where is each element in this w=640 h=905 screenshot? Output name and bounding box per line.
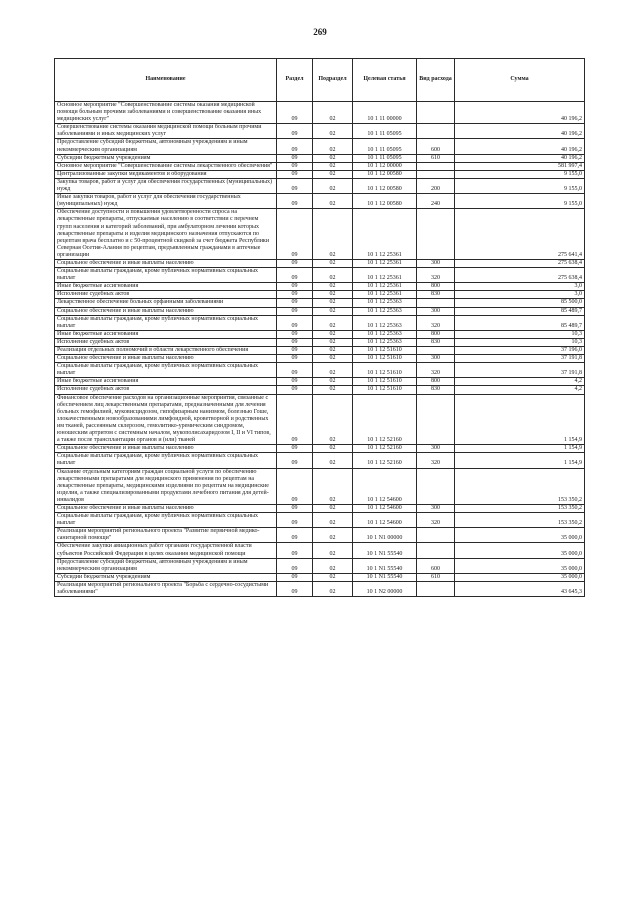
cell-type [417,170,455,178]
cell-type [417,581,455,596]
table-row [55,315,585,330]
cell-name: Закупка товаров, работ и услуг для обеспечения государственных (муниципальных) нужд [55,178,277,193]
cell-sum: 35 000,0 [455,558,585,573]
cell-section: 09 [277,386,313,394]
cell-section: 09 [277,543,313,558]
cell-sum: 4,2 [455,386,585,394]
table-row [55,363,585,378]
cell-sum: 9 155,0 [455,178,585,193]
cell-type: 300 [417,355,455,363]
cell-name: Социальное обеспечение и иные выплаты населению [55,355,277,363]
cell-target: 10 1 12 25363 [353,315,417,330]
cell-name: Обеспечение закупки авиационных работ органами государственной власти субъектов Российской Федерации в целях оказания медицинской помощи [55,543,277,558]
cell-type: 200 [417,178,455,193]
cell-sum: 9 155,0 [455,194,585,209]
table-row [55,347,585,355]
cell-name: Социальное обеспечение и иные выплаты населению [55,259,277,267]
cell-sum: 581 997,4 [455,162,585,170]
cell-subsection: 02 [313,307,353,315]
cell-sum: 3,0 [455,283,585,291]
cell-name: Основное мероприятие "Совершенствование системы оказания медицинской помощи больным прочими заболеваниями и совершенствование оказания иных медицинских услуг" [55,102,277,124]
table-row [55,378,585,386]
cell-section: 09 [277,355,313,363]
cell-name: Социальные выплаты гражданам, кроме публичных нормативных социальных выплат [55,315,277,330]
cell-section: 09 [277,102,313,124]
cell-target: 10 1 11 00000 [353,102,417,124]
table-row [55,504,585,512]
cell-target: 10 1 12 25363 [353,330,417,338]
cell-section: 09 [277,124,313,139]
cell-name: Реализация мероприятий регионального проекта "Борьба с сердечно-сосудистыми заболеваниями" [55,581,277,596]
cell-section: 09 [277,268,313,283]
table-row [55,291,585,299]
cell-type: 240 [417,194,455,209]
cell-subsection: 02 [313,558,353,573]
cell-type: 300 [417,307,455,315]
cell-type: 610 [417,573,455,581]
table-row [55,330,585,338]
cell-section: 09 [277,504,313,512]
cell-sum: 40 196,2 [455,154,585,162]
cell-type: 830 [417,338,455,346]
cell-sum: 9 155,0 [455,170,585,178]
cell-target: 10 1 12 25361 [353,283,417,291]
table-row [55,178,585,193]
header-name: Наименование [55,59,277,102]
cell-type [417,102,455,124]
cell-section: 09 [277,558,313,573]
cell-type [417,347,455,355]
cell-subsection: 02 [313,178,353,193]
cell-subsection: 02 [313,394,353,445]
cell-type: 800 [417,330,455,338]
cell-subsection: 02 [313,283,353,291]
cell-target: 10 1 12 52160 [353,394,417,445]
cell-subsection: 02 [313,170,353,178]
cell-type: 600 [417,558,455,573]
cell-target: 10 1 12 00000 [353,162,417,170]
cell-section: 09 [277,154,313,162]
cell-name: Предоставление субсидий бюджетным, автономным учреждениям и иным некоммерческим организациям [55,139,277,154]
cell-type: 600 [417,139,455,154]
cell-sum: 37 191,8 [455,363,585,378]
cell-type: 610 [417,154,455,162]
table-row [55,209,585,260]
table-row [55,102,585,124]
cell-name: Социальные выплаты гражданам, кроме публичных нормативных социальных выплат [55,453,277,468]
cell-name: Реализация отдельных полномочий в области лекарственного обеспечения [55,347,277,355]
cell-name: Иные бюджетные ассигнования [55,330,277,338]
cell-subsection: 02 [313,102,353,124]
cell-type: 800 [417,378,455,386]
cell-name: Социальные выплаты гражданам, кроме публичных нормативных социальных выплат [55,268,277,283]
cell-name: Иные бюджетные ассигнования [55,378,277,386]
cell-subsection: 02 [313,528,353,543]
table-row [55,453,585,468]
cell-name: Исполнение судебных актов [55,386,277,394]
cell-sum: 40 196,2 [455,139,585,154]
cell-sum: 40 196,2 [455,102,585,124]
cell-sum: 35 000,0 [455,543,585,558]
cell-target: 10 1 N2 00000 [353,581,417,596]
cell-section: 09 [277,573,313,581]
cell-sum: 275 638,4 [455,259,585,267]
cell-target: 10 1 12 51610 [353,386,417,394]
cell-sum: 1 154,9 [455,453,585,468]
cell-name: Социальные выплаты гражданам, кроме публичных нормативных социальных выплат [55,363,277,378]
table-row [55,386,585,394]
cell-target: 10 1 12 52160 [353,453,417,468]
cell-section: 09 [277,468,313,504]
cell-subsection: 02 [313,581,353,596]
cell-type: 300 [417,259,455,267]
cell-target: 10 1 N1 55540 [353,543,417,558]
table-header [55,59,585,102]
cell-sum: 10,3 [455,330,585,338]
cell-name: Субсидии бюджетным учреждениям [55,573,277,581]
cell-sum: 153 350,2 [455,513,585,528]
cell-name: Социальные выплаты гражданам, кроме публичных нормативных социальных выплат [55,513,277,528]
cell-section: 09 [277,139,313,154]
table-row [55,162,585,170]
cell-type [417,394,455,445]
cell-target: 10 1 12 25361 [353,209,417,260]
cell-subsection: 02 [313,543,353,558]
cell-target: 10 1 12 51610 [353,363,417,378]
cell-subsection: 02 [313,573,353,581]
table-row [55,194,585,209]
cell-sum: 3,0 [455,291,585,299]
cell-type: 320 [417,513,455,528]
cell-sum: 1 154,9 [455,445,585,453]
cell-sum: 1 154,9 [455,394,585,445]
cell-section: 09 [277,259,313,267]
cell-subsection: 02 [313,504,353,512]
table-row [55,154,585,162]
page-number: 269 [313,27,327,37]
cell-section: 09 [277,299,313,307]
cell-target: 10 1 12 52160 [353,445,417,453]
cell-section: 09 [277,338,313,346]
cell-type [417,528,455,543]
table-row [55,513,585,528]
cell-target: 10 1 12 51610 [353,378,417,386]
cell-name: Реализация мероприятий регионального проекта "Развитие первичной медико-санитарной помощи" [55,528,277,543]
cell-name: Социальное обеспечение и иные выплаты населению [55,307,277,315]
cell-type: 320 [417,363,455,378]
cell-name: Исполнение судебных актов [55,338,277,346]
table-row [55,528,585,543]
cell-name: Социальное обеспечение и иные выплаты населению [55,445,277,453]
cell-subsection: 02 [313,453,353,468]
cell-target: 10 1 11 05095 [353,139,417,154]
cell-subsection: 02 [313,338,353,346]
cell-name: Оказание отдельным категориям граждан социальной услуги по обеспечению лекарственными препаратами для медицинского применения по рецептам на лекарственные препараты, медицинскими изделиями по рецептам на медицинские изделия, а также специализированными продуктами лечебного питания для детей-инвалидов [55,468,277,504]
table-row [55,445,585,453]
cell-subsection: 02 [313,162,353,170]
cell-name: Обеспечение доступности и повышения удовлетворенности спроса на лекарственные препараты, отпускаемые населению в соответствии с перечнем групп населения и категорий заболеваний, при амбулаторном лечении которых лекарственные препараты и изделия медицинского назначения отпускаются по рецептам врача бесплатно и с 50-процентной скидкой за счет бюджета Республики Северная Осетия-Алания по рецептам, предъявленным гражданами в аптечные организации [55,209,277,260]
cell-type: 320 [417,268,455,283]
header-target: Целевая статья [353,59,417,102]
cell-type [417,468,455,504]
table-row [55,573,585,581]
cell-sum: 43 645,3 [455,581,585,596]
cell-target: 10 1 12 25361 [353,291,417,299]
cell-section: 09 [277,513,313,528]
cell-subsection: 02 [313,124,353,139]
cell-target: 10 1 12 54600 [353,468,417,504]
cell-target: 10 1 12 25361 [353,268,417,283]
cell-type [417,162,455,170]
table-row [55,283,585,291]
cell-sum: 275 638,4 [455,268,585,283]
cell-name: Лекарственное обеспечение больных орфанными заболеваниями [55,299,277,307]
cell-section: 09 [277,378,313,386]
cell-subsection: 02 [313,363,353,378]
cell-section: 09 [277,394,313,445]
cell-section: 09 [277,194,313,209]
header-row [55,59,585,102]
cell-section: 09 [277,315,313,330]
table-row [55,468,585,504]
cell-subsection: 02 [313,259,353,267]
cell-target: 10 1 12 51610 [353,355,417,363]
cell-subsection: 02 [313,209,353,260]
cell-sum: 37 191,8 [455,355,585,363]
cell-section: 09 [277,453,313,468]
cell-target: 10 1 12 25363 [353,299,417,307]
cell-type: 320 [417,453,455,468]
cell-subsection: 02 [313,194,353,209]
cell-subsection: 02 [313,291,353,299]
cell-target: 10 1 N1 00000 [353,528,417,543]
table-row [55,124,585,139]
cell-subsection: 02 [313,378,353,386]
table-row [55,394,585,445]
cell-sum: 153 350,2 [455,468,585,504]
cell-type: 830 [417,291,455,299]
cell-section: 09 [277,347,313,355]
table-row [55,355,585,363]
cell-section: 09 [277,291,313,299]
cell-type [417,543,455,558]
cell-section: 09 [277,178,313,193]
cell-subsection: 02 [313,139,353,154]
header-sum: Сумма [455,59,585,102]
budget-table [54,58,585,597]
cell-name: Иные бюджетные ассигнования [55,283,277,291]
table-row [55,259,585,267]
cell-section: 09 [277,528,313,543]
cell-sum: 4,2 [455,378,585,386]
cell-target: 10 1 11 05095 [353,154,417,162]
cell-section: 09 [277,445,313,453]
cell-target: 10 1 12 00580 [353,170,417,178]
cell-target: 10 1 N1 55540 [353,573,417,581]
cell-sum: 85 489,7 [455,307,585,315]
cell-target: 10 1 12 51610 [353,347,417,355]
cell-type: 300 [417,445,455,453]
cell-type: 830 [417,386,455,394]
cell-subsection: 02 [313,513,353,528]
cell-subsection: 02 [313,468,353,504]
cell-type: 800 [417,283,455,291]
table-row [55,338,585,346]
cell-section: 09 [277,162,313,170]
cell-target: 10 1 12 25361 [353,259,417,267]
cell-name: Предоставление субсидий бюджетным, автономным учреждениям и иным некоммерческим организациям [55,558,277,573]
table-row [55,558,585,573]
cell-subsection: 02 [313,154,353,162]
cell-subsection: 02 [313,315,353,330]
cell-target: 10 1 12 54600 [353,504,417,512]
cell-subsection: 02 [313,445,353,453]
cell-subsection: 02 [313,347,353,355]
table-body [55,102,585,597]
table-row [55,299,585,307]
cell-sum: 275 641,4 [455,209,585,260]
cell-target: 10 1 N1 55540 [353,558,417,573]
cell-section: 09 [277,283,313,291]
cell-sum: 35 000,0 [455,528,585,543]
cell-sum: 40 196,2 [455,124,585,139]
cell-subsection: 02 [313,386,353,394]
cell-subsection: 02 [313,299,353,307]
table-row [55,139,585,154]
cell-target: 10 1 12 54600 [353,513,417,528]
cell-section: 09 [277,170,313,178]
cell-sum: 10,3 [455,338,585,346]
table-row [55,268,585,283]
table-row [55,581,585,596]
cell-name: Совершенствование системы оказания медицинской помощи больным прочими заболеваниями и иных медицинских услуг [55,124,277,139]
cell-name: Исполнение судебных актов [55,291,277,299]
cell-sum: 37 196,0 [455,347,585,355]
cell-section: 09 [277,581,313,596]
cell-type [417,124,455,139]
cell-target: 10 1 12 00580 [353,178,417,193]
cell-sum: 35 000,0 [455,573,585,581]
cell-target: 10 1 12 00580 [353,194,417,209]
cell-target: 10 1 12 25363 [353,307,417,315]
cell-section: 09 [277,209,313,260]
table-row [55,170,585,178]
cell-section: 09 [277,307,313,315]
table-row [55,543,585,558]
cell-target: 10 1 12 25363 [353,338,417,346]
cell-sum: 85 500,0 [455,299,585,307]
cell-section: 09 [277,330,313,338]
cell-name: Централизованные закупки медикаментов и оборудования [55,170,277,178]
cell-type: 300 [417,504,455,512]
table-row [55,307,585,315]
cell-type: 320 [417,315,455,330]
cell-subsection: 02 [313,268,353,283]
cell-name: Финансовое обеспечение расходов на организационные мероприятия, связанные с обеспечением лиц лекарственными препаратами, предназначенными для лечения больных гемофилией, муковисцидозом, гипофизарным нанизмом, болезнью Гоше, злокачественными новообразованиями лимфоидной, кроветворной и родственных им тканей, рассеянным склерозом, гемолитико-уремическим синдромом, юношеским артритом с системным началом, мукополисахаридозом I, II и VI типов, а также после трансплантации органов и (или) тканей [55,394,277,445]
cell-sum: 153 350,2 [455,504,585,512]
header-subsection: Подраздел [313,59,353,102]
header-type: Вид расхода [417,59,455,102]
cell-section: 09 [277,363,313,378]
cell-type [417,209,455,260]
cell-name: Субсидии бюджетным учреждениям [55,154,277,162]
cell-sum: 85 489,7 [455,315,585,330]
header-section: Раздел [277,59,313,102]
cell-name: Социальное обеспечение и иные выплаты населению [55,504,277,512]
cell-subsection: 02 [313,355,353,363]
cell-name: Иные закупки товаров, работ и услуг для обеспечения государственных (муниципальных) нужд [55,194,277,209]
cell-target: 10 1 11 05095 [353,124,417,139]
cell-name: Основное мероприятие "Совершенствование системы лекарственного обеспечения" [55,162,277,170]
cell-subsection: 02 [313,330,353,338]
cell-type [417,299,455,307]
